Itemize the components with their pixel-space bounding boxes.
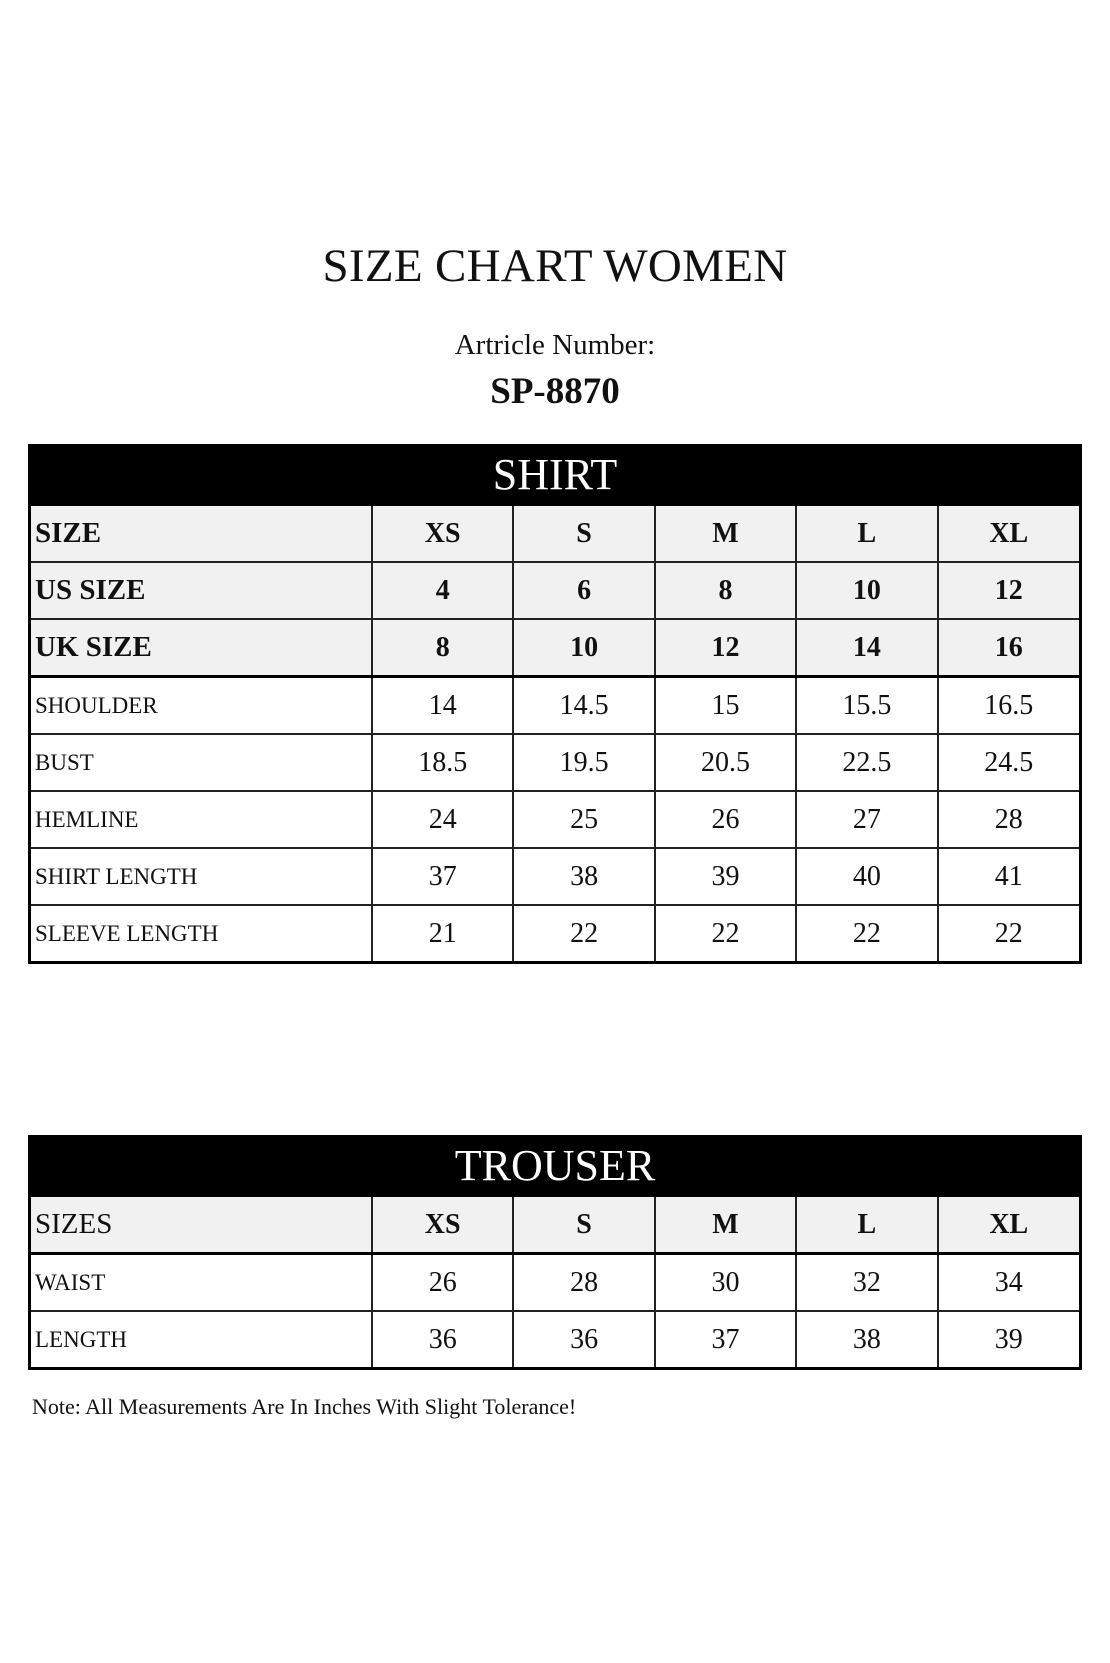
shirt-bust-row <box>31 734 1079 791</box>
size-cell: XL <box>938 1197 1079 1254</box>
measurement-cell: 14.5 <box>513 677 654 735</box>
size-cell: 6 <box>513 562 654 619</box>
measurement-cell: 22.5 <box>796 734 937 791</box>
row-label: UK SIZE <box>31 619 372 677</box>
page-title: SIZE CHART WOMEN <box>322 240 788 292</box>
size-cell: XL <box>938 506 1079 562</box>
article-number-label: Artricle Number: <box>454 329 656 361</box>
size-cell: XS <box>372 1197 513 1254</box>
measurement-cell: 32 <box>796 1254 937 1312</box>
size-cell: S <box>513 1197 654 1254</box>
measurement-cell: 15 <box>655 677 796 735</box>
row-label: SHOULDER <box>31 677 372 735</box>
trouser-header: TROUSER <box>28 1135 1082 1197</box>
size-cell: S <box>513 506 654 562</box>
trouser-waist-row <box>31 1254 1079 1312</box>
row-label: US SIZE <box>31 562 372 619</box>
trouser-size-table <box>28 1135 1082 1370</box>
measurement-cell: 28 <box>938 791 1079 848</box>
shirt-size-row <box>31 506 1079 562</box>
trouser-length-row <box>31 1311 1079 1367</box>
row-label: LENGTH <box>31 1311 372 1367</box>
measurement-cell: 15.5 <box>796 677 937 735</box>
measurement-cell: 16.5 <box>938 677 1079 735</box>
row-label: WAIST <box>31 1254 372 1312</box>
size-cell: XS <box>372 506 513 562</box>
row-label: SHIRT LENGTH <box>31 848 372 905</box>
size-cell: 16 <box>938 619 1079 677</box>
size-cell: 8 <box>655 562 796 619</box>
measurement-cell: 22 <box>796 905 937 961</box>
measurement-cell: 20.5 <box>655 734 796 791</box>
measurement-cell: 36 <box>513 1311 654 1367</box>
trouser-grid <box>31 1197 1079 1367</box>
size-cell: 8 <box>372 619 513 677</box>
measurement-note: Note: All Measurements Are In Inches With Slight Tolerance! <box>32 1394 577 1419</box>
size-cell: 10 <box>796 562 937 619</box>
measurement-cell: 27 <box>796 791 937 848</box>
shirt-length-row <box>31 848 1079 905</box>
measurement-cell: 26 <box>372 1254 513 1312</box>
measurement-cell: 24 <box>372 791 513 848</box>
measurement-cell: 38 <box>796 1311 937 1367</box>
article-number: SP-8870 <box>490 371 620 412</box>
measurement-cell: 40 <box>796 848 937 905</box>
shirt-uk-size-row <box>31 619 1079 677</box>
measurement-cell: 38 <box>513 848 654 905</box>
row-label: BUST <box>31 734 372 791</box>
measurement-cell: 25 <box>513 791 654 848</box>
size-cell: 14 <box>796 619 937 677</box>
measurement-cell: 30 <box>655 1254 796 1312</box>
measurement-cell: 39 <box>655 848 796 905</box>
measurement-cell: 39 <box>994 1323 1023 1355</box>
measurement-cell: 22 <box>513 905 654 961</box>
size-cell: M <box>655 506 796 562</box>
measurement-cell: 41 <box>938 848 1079 905</box>
measurement-cell: 34 <box>938 1254 1079 1312</box>
measurement-cell: 19.5 <box>513 734 654 791</box>
measurement-cell: 37 <box>372 848 513 905</box>
shirt-shoulder-row <box>31 677 1079 735</box>
row-label: SLEEVE LENGTH <box>31 905 372 961</box>
measurement-cell: 22 <box>655 905 796 961</box>
measurement-cell: 36 <box>372 1311 513 1367</box>
shirt-header: SHIRT <box>28 444 1082 506</box>
row-label: HEMLINE <box>31 791 372 848</box>
measurement-cell: 37 <box>655 1311 796 1367</box>
size-cell: 4 <box>372 562 513 619</box>
size-cell: L <box>796 506 937 562</box>
size-cell: 12 <box>655 619 796 677</box>
row-label: SIZES <box>31 1197 372 1254</box>
shirt-us-size-row <box>31 562 1079 619</box>
size-cell: 12 <box>938 562 1079 619</box>
measurement-cell: 24.5 <box>938 734 1079 791</box>
row-label: SIZE <box>31 506 372 562</box>
measurement-cell: 28 <box>513 1254 654 1312</box>
shirt-size-table <box>28 444 1082 964</box>
shirt-hemline-row <box>31 791 1079 848</box>
measurement-cell: 21 <box>372 905 513 961</box>
shirt-grid <box>31 506 1079 961</box>
measurement-cell: 18.5 <box>372 734 513 791</box>
measurement-cell: 26 <box>655 791 796 848</box>
size-cell: L <box>796 1197 937 1254</box>
shirt-sleeve-length-row <box>31 905 1079 961</box>
size-cell: 10 <box>513 619 654 677</box>
measurement-cell: 22 <box>994 917 1023 949</box>
trouser-size-row <box>31 1197 1079 1254</box>
size-cell: M <box>655 1197 796 1254</box>
measurement-cell: 14 <box>372 677 513 735</box>
